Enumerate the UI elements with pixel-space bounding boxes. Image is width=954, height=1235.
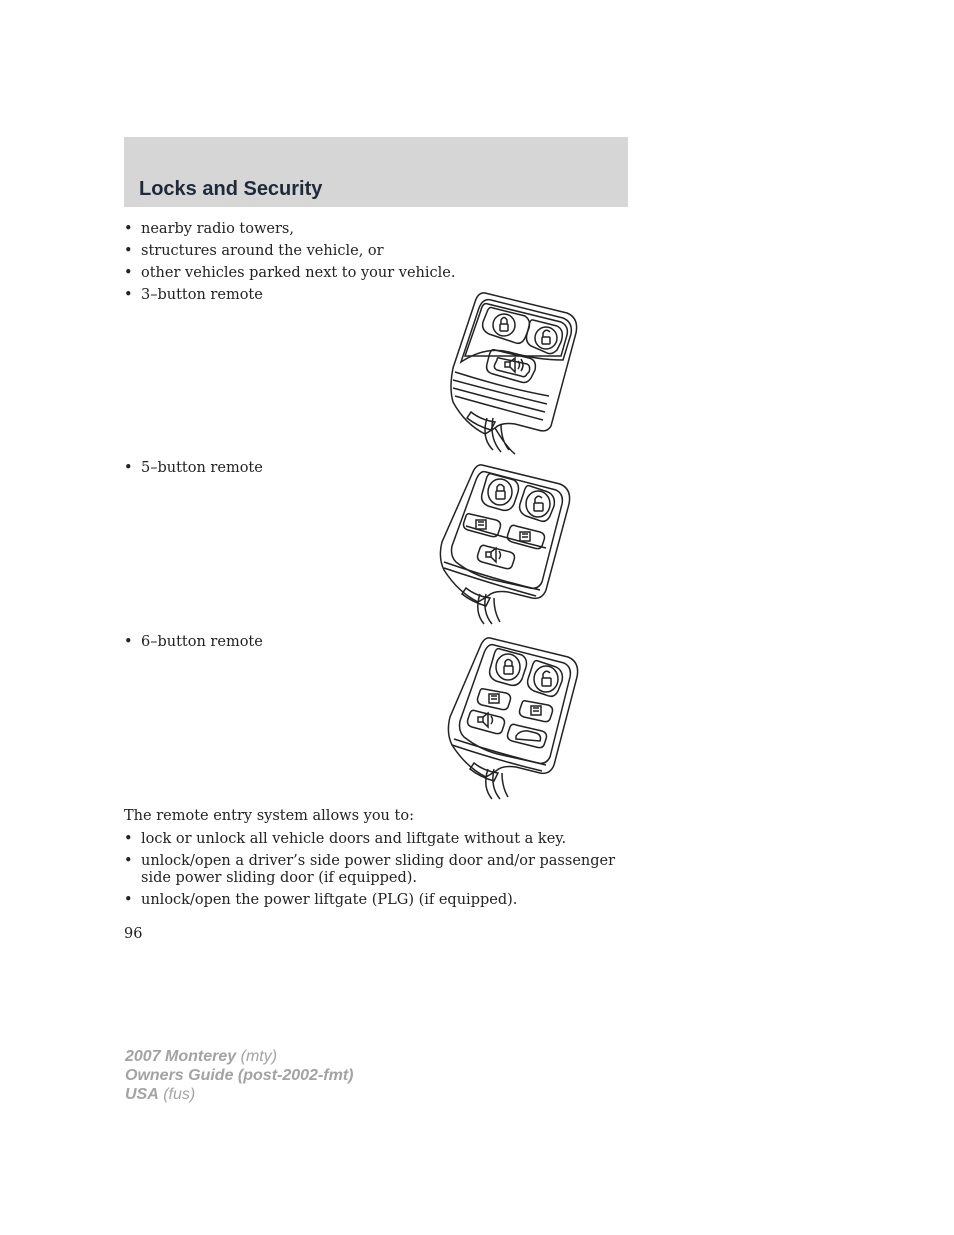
bullet-dot: • bbox=[124, 287, 133, 303]
list-item-text: unlock/open a driver’s side power sliding door and/or passenger side power sliding door (if equipped). bbox=[141, 853, 616, 886]
bullet-dot: • bbox=[124, 243, 133, 259]
footer-region-code: (fus) bbox=[158, 1086, 196, 1103]
page-number: 96 bbox=[124, 926, 143, 942]
list-item-text: 5–button remote bbox=[141, 460, 263, 476]
bullet-dot: • bbox=[124, 892, 133, 908]
bullet-dot: • bbox=[124, 221, 133, 237]
footer-line-region bbox=[125, 1085, 353, 1104]
bullet-dot: • bbox=[124, 634, 133, 650]
list-item-text: structures around the vehicle, or bbox=[141, 243, 384, 259]
footer-region: USA bbox=[125, 1086, 159, 1103]
six-button-remote-illustration bbox=[444, 635, 582, 801]
five-button-remote-illustration bbox=[436, 462, 574, 626]
document-footer bbox=[125, 1047, 353, 1104]
footer-model-code: (mty) bbox=[236, 1048, 278, 1065]
list-item-text: other vehicles parked next to your vehicle. bbox=[141, 265, 456, 281]
bullet-dot: • bbox=[124, 831, 133, 847]
footer-guide: Owners Guide (post-2002-fmt) bbox=[125, 1067, 354, 1084]
list-item-text: 6–button remote bbox=[141, 634, 263, 650]
section-header bbox=[124, 137, 628, 207]
list-item-text: 3–button remote bbox=[141, 287, 263, 303]
section-title: Locks and Security bbox=[139, 178, 323, 200]
footer-model: 2007 Monterey bbox=[125, 1048, 237, 1065]
three-button-remote-illustration bbox=[445, 288, 581, 456]
footer-line-guide bbox=[125, 1066, 353, 1085]
footer-line-model bbox=[125, 1047, 353, 1066]
list-item-text: unlock/open the power liftgate (PLG) (if equipped). bbox=[141, 892, 518, 908]
list-item-text: lock or unlock all vehicle doors and liftgate without a key. bbox=[141, 831, 567, 847]
bullet-dot: • bbox=[124, 460, 133, 476]
intro-paragraph: The remote entry system allows you to: bbox=[124, 808, 414, 824]
list-item-text: nearby radio towers, bbox=[141, 221, 294, 237]
bullet-dot: • bbox=[124, 853, 133, 869]
bullet-dot: • bbox=[124, 265, 133, 281]
